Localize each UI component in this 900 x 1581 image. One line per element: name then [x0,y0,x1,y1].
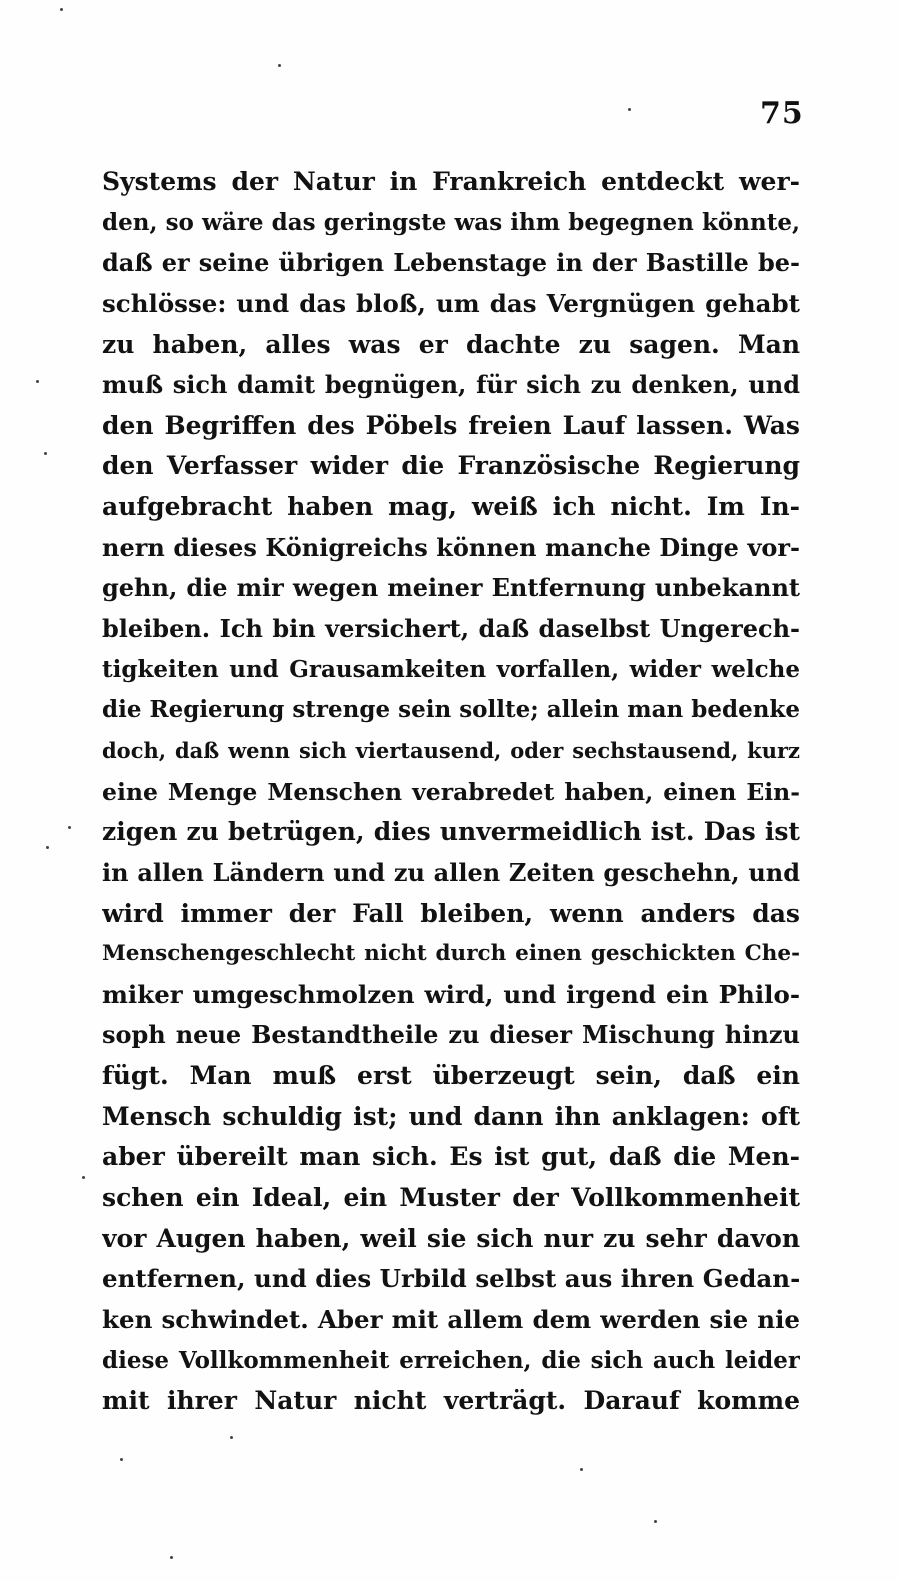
scan-speck [46,846,49,849]
scan-speck [654,1520,657,1523]
text-line: den Verfasser wider die Französische Regierung [102,451,800,481]
text-line: aufgebracht haben mag, weiß ich nicht. Im In- [102,492,800,522]
text-line: doch, daß wenn sich viertausend, oder sechstausend, kurz [102,737,800,763]
text-line: eine Menge Menschen verabredet haben, einen Ein- [102,777,800,806]
text-line: aber übereilt man sich. Es ist gut, daß die Men- [102,1142,800,1172]
text-line: tigkeiten und Grausamkeiten vorfallen, wider welche [102,655,800,683]
text-line: mit ihrer Natur nicht verträgt. Darauf komme [102,1386,800,1416]
scan-speck [628,108,631,111]
scan-speck [68,826,71,829]
text-line: miker umgeschmolzen wird, und irgend ein Philo- [102,979,800,1009]
text-line: wird immer der Fall bleiben, wenn anders das [102,898,800,928]
scan-speck [44,452,47,455]
scan-speck [580,1468,583,1471]
text-line: Menschengeschlecht nicht durch einen geschickten Che- [102,941,800,967]
text-line: den, so wäre das geringste was ihm begegnen könnte, [102,208,800,236]
scan-speck [60,8,63,11]
text-line: ken schwindet. Aber mit allem dem werden sie nie [102,1304,800,1334]
text-line: diese Vollkommenheit erreichen, die sich auch leider [102,1346,800,1374]
text-line: schen ein Ideal, ein Muster der Vollkommenheit [102,1183,800,1213]
scan-speck [230,1436,233,1439]
text-line: zigen zu betrügen, dies unvermeidlich ist. Das ist [102,817,800,847]
scan-speck [120,1458,123,1461]
text-line: den Begriffen des Pöbels freien Lauf lassen. Was [102,410,800,440]
text-line: nern dieses Königreichs können manche Dinge vor- [102,532,800,562]
text-line: zu haben, alles was er dachte zu sagen. Man [102,329,800,359]
text-line: vor Augen haben, weil sie sich nur zu sehr davon [102,1223,800,1253]
text-line: bleiben. Ich bin versichert, daß daselbst Ungerech- [102,614,800,644]
text-line: fügt. Man muß erst überzeugt sein, daß ein [102,1061,800,1091]
text-line: schlösse: und das bloß, um das Vergnügen gehabt [102,288,800,318]
text-line: gehn, die mir wegen meiner Entfernung unbekannt [102,573,800,603]
scan-speck [36,380,39,383]
text-line: die Regierung strenge sein sollte; allein man bedenke [102,696,800,724]
scan-speck [82,1176,85,1179]
text-line: muß sich damit begnügen, für sich zu denken, und [102,370,800,400]
body-text [102,162,800,1422]
text-line: in allen Ländern und zu allen Zeiten geschehn, und [102,857,800,887]
text-line: entfernen, und dies Urbild selbst aus ihren Gedan- [102,1264,800,1294]
text-line: daß er seine übrigen Lebenstage in der Bastille be- [102,248,800,278]
text-line: soph neue Bestandtheile zu dieser Mischung hinzu [102,1020,800,1050]
text-line: Systems der Natur in Frankreich entdeckt wer- [102,167,800,196]
page-number: 75 [760,96,804,131]
scan-speck [278,64,281,67]
text-line: Mensch schuldig ist; und dann ihn anklagen: oft [102,1101,800,1131]
scan-speck [170,1556,173,1559]
